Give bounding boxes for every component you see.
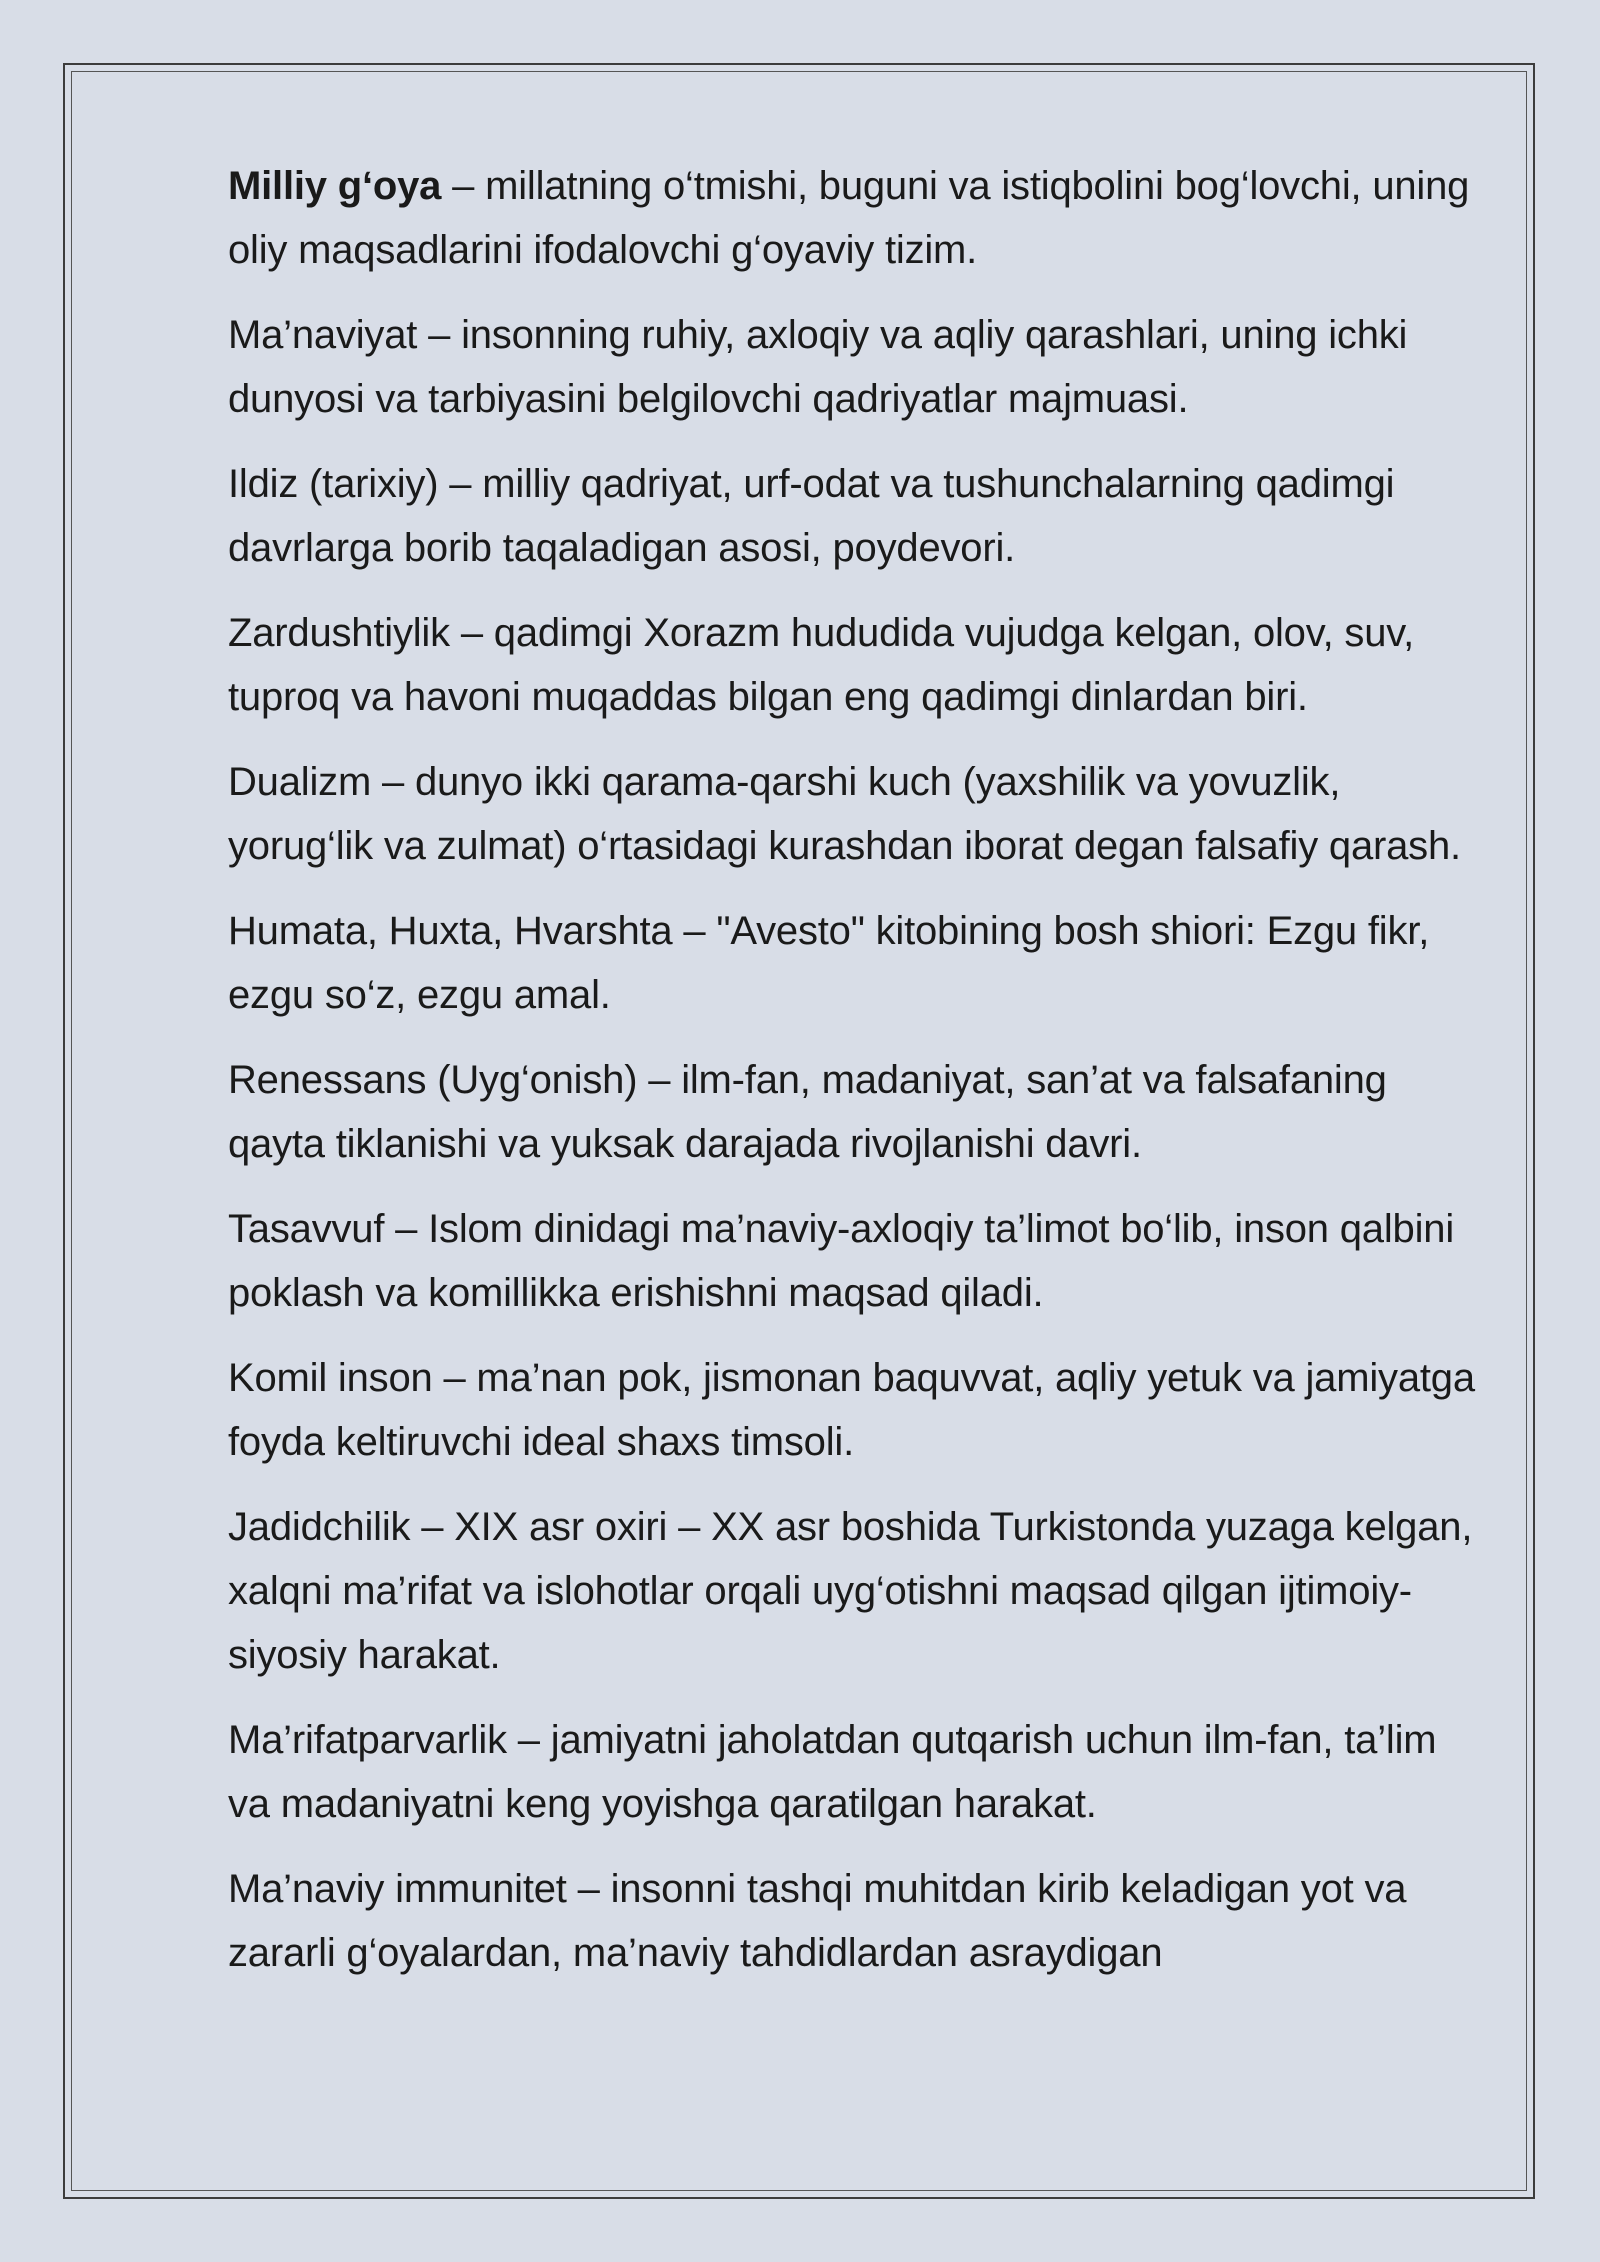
definition-paragraph: Komil inson – ma’nan pok, jismonan baquvvat, aqliy yetuk va jamiyatga foyda keltiruvchi ideal shaxs timsoli.: [228, 1356, 1475, 1464]
definition-paragraph: [228, 154, 1483, 282]
definition-paragraph: Ma’naviy immunitet – insonni tashqi muhitdan kirib keladigan yot va zararli g‘oyalardan, ma’naviy tahdidlardan asraydigan: [228, 1867, 1407, 1975]
definition-paragraph: Ma’naviyat – insonning ruhiy, axloqiy va aqliy qarashlari, uning ichki dunyosi va tarbiyasini belgilovchi qadriyatlar majmuasi.: [228, 313, 1408, 421]
definition-paragraph: Humata, Huxta, Hvarshta – "Avesto" kitobining bosh shiori: Ezgu fikr, ezgu so‘z, ezgu amal.: [228, 909, 1430, 1017]
definition-paragraph: Tasavvuf – Islom dinidagi ma’naviy-axloqiy ta’limot bo‘lib, inson qalbini poklash va komillikka erishishni maqsad qiladi.: [228, 1207, 1455, 1315]
definition-paragraph: Ildiz (tarixiy) – milliy qadriyat, urf-odat va tushunchalarning qadimgi davrlarga borib taqaladigan asosi, poydevori.: [228, 462, 1395, 570]
definition-paragraph: Renessans (Uyg‘onish) – ilm-fan, madaniyat, san’at va falsafaning qayta tiklanishi va yuksak darajada rivojlanishi davri.: [228, 1058, 1387, 1166]
definition-paragraph: Dualizm – dunyo ikki qarama-qarshi kuch (yaxshilik va yovuzlik, yorug‘lik va zulmat) o‘rtasidagi kurashdan iborat degan falsafiy qarash.: [228, 760, 1461, 868]
document-body: [228, 154, 1483, 2006]
definition-paragraph: Jadidchilik – XIX asr oxiri – XX asr boshida Turkistonda yuzaga kelgan, xalqni ma’rifat va islohotlar orqali uyg‘otishni maqsad qilgan ijtimoiy-siyosiy harakat.: [228, 1505, 1473, 1677]
definition-text: – millatning o‘tmishi, buguni va istiqbolini bog‘lovchi, uning oliy maqsadlarini ifodalovchi g‘oyaviy tizim.: [228, 164, 1470, 272]
definition-paragraph: Zardushtiylik – qadimgi Xorazm hududida vujudga kelgan, olov, suv, tuproq va havoni muqaddas bilgan eng qadimgi dinlardan biri.: [228, 611, 1414, 719]
definition-term: Milliy g‘oya: [228, 164, 442, 208]
definition-paragraph: Ma’rifatparvarlik – jamiyatni jaholatdan qutqarish uchun ilm-fan, ta’lim va madaniyatni keng yoyishga qaratilgan harakat.: [228, 1718, 1437, 1826]
